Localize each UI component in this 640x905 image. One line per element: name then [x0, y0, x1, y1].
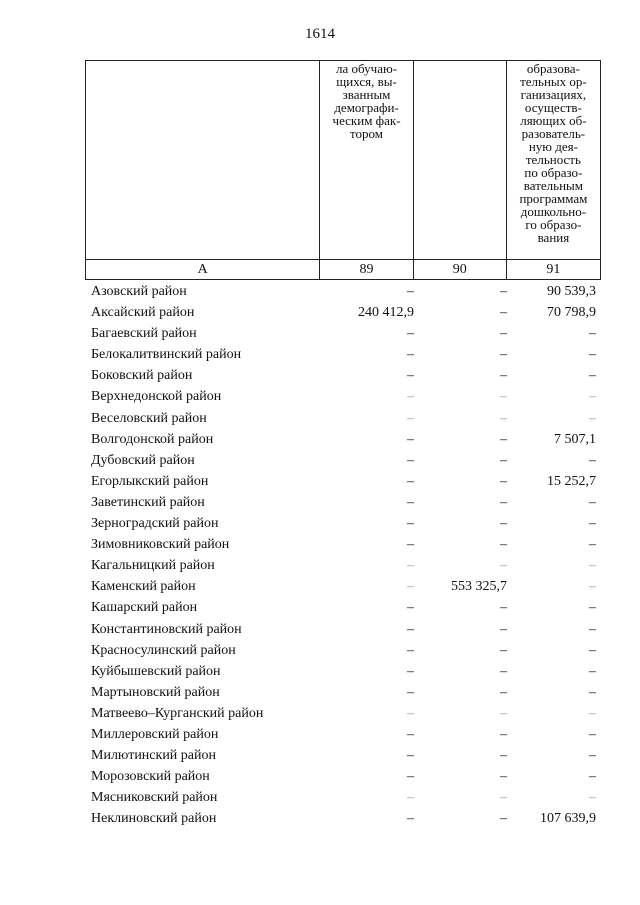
value-90: –	[500, 347, 507, 363]
value-90: –	[500, 684, 507, 700]
value-91: –	[589, 726, 596, 742]
value-89: –	[407, 705, 414, 721]
value-89: –	[407, 790, 414, 806]
value-89: –	[407, 748, 414, 764]
value-89: –	[407, 537, 414, 553]
header-cell-a	[86, 61, 320, 260]
table-row	[85, 451, 601, 472]
value-89: –	[407, 326, 414, 342]
table-row	[85, 282, 601, 303]
value-90: –	[500, 537, 507, 553]
district-name: Куйбышевский район	[91, 663, 221, 679]
table-row	[85, 345, 601, 366]
value-89: –	[407, 452, 414, 468]
value-89: –	[407, 516, 414, 532]
value-89: –	[407, 663, 414, 679]
value-89: –	[407, 473, 414, 489]
district-name: Миллеровский район	[91, 726, 219, 742]
value-91: –	[589, 600, 596, 616]
value-89: –	[407, 558, 414, 574]
table-body	[85, 282, 601, 830]
table-header	[85, 60, 601, 280]
value-90: –	[500, 516, 507, 532]
value-91: –	[589, 494, 596, 510]
value-90: –	[500, 600, 507, 616]
district-name: Морозовский район	[91, 769, 210, 785]
column-number-89: 89	[320, 260, 413, 280]
value-91: –	[589, 748, 596, 764]
value-91: –	[589, 642, 596, 658]
district-name: Заветинский район	[91, 494, 205, 510]
district-name: Кагальницкий район	[91, 558, 215, 574]
value-90: –	[500, 389, 507, 405]
table-row	[85, 746, 601, 767]
header-cell-90	[413, 61, 506, 260]
table-row	[85, 387, 601, 408]
table-row	[85, 767, 601, 788]
district-name: Каменский район	[91, 579, 196, 595]
district-name: Красносулинский район	[91, 642, 236, 658]
district-name: Зимовниковский район	[91, 537, 230, 553]
table-row	[85, 472, 601, 493]
table-row	[85, 725, 601, 746]
value-90: –	[500, 494, 507, 510]
table-row	[85, 556, 601, 577]
header-cell-91	[506, 61, 600, 260]
column-number-90: 90	[413, 260, 506, 280]
value-91: –	[589, 579, 596, 595]
table-row	[85, 620, 601, 641]
table-row	[85, 662, 601, 683]
value-89: –	[407, 410, 414, 426]
district-name: Зерноградский район	[91, 516, 219, 532]
value-89: –	[407, 431, 414, 447]
table-row	[85, 683, 601, 704]
value-91: –	[589, 452, 596, 468]
table-row	[85, 641, 601, 662]
value-91: 7 507,1	[554, 431, 596, 447]
value-91: –	[589, 663, 596, 679]
column-number-a: А	[86, 260, 320, 280]
value-90: –	[500, 642, 507, 658]
table-row	[85, 598, 601, 619]
value-91: 107 639,9	[540, 811, 596, 827]
table-row	[85, 493, 601, 514]
value-91: –	[589, 790, 596, 806]
value-91: –	[589, 347, 596, 363]
value-90: –	[500, 726, 507, 742]
value-91: –	[589, 558, 596, 574]
district-name: Егорлыкский район	[91, 473, 209, 489]
table-row	[85, 809, 601, 830]
value-91: 70 798,9	[547, 305, 596, 321]
header-text-91: образова- тельных ор- ганизациях, осуществ- ляющих об- разователь- ную дея- тельность по образо- вательным программам дошкольно- го образо- вания	[519, 61, 588, 245]
value-91: –	[589, 368, 596, 384]
value-90: –	[500, 558, 507, 574]
column-number-91: 91	[506, 260, 600, 280]
district-name: Мартыновский район	[91, 684, 220, 700]
value-90: –	[500, 305, 507, 321]
value-91: –	[589, 769, 596, 785]
table-row	[85, 409, 601, 430]
value-90: –	[500, 284, 507, 299]
district-name: Веселовский район	[91, 410, 207, 426]
value-91: –	[589, 410, 596, 426]
value-90: –	[500, 663, 507, 679]
value-89: –	[407, 600, 414, 616]
district-name: Милютинский район	[91, 748, 217, 764]
district-name: Аксайский район	[91, 305, 195, 321]
table-row	[85, 303, 601, 324]
district-name: Багаевский район	[91, 326, 197, 342]
value-90: –	[500, 410, 507, 426]
value-91: –	[589, 684, 596, 700]
district-name: Неклиновский район	[91, 811, 217, 827]
value-89: –	[407, 642, 414, 658]
table-row	[85, 324, 601, 345]
header-cell-89	[320, 61, 413, 260]
value-90: –	[500, 790, 507, 806]
value-90: –	[500, 431, 507, 447]
value-89: –	[407, 368, 414, 384]
value-91: –	[589, 621, 596, 637]
district-name: Белокалитвинский район	[91, 347, 242, 363]
value-89: –	[407, 494, 414, 510]
value-91: 15 252,7	[547, 473, 596, 489]
value-91: –	[589, 537, 596, 553]
value-91: 90 539,3	[547, 284, 596, 299]
table-row	[85, 514, 601, 535]
value-90: –	[500, 769, 507, 785]
district-name: Кашарский район	[91, 600, 198, 616]
district-name: Азовский район	[91, 284, 187, 299]
value-91: –	[589, 516, 596, 532]
value-90: –	[500, 473, 507, 489]
value-90: –	[500, 368, 507, 384]
district-name: Верхнедонской район	[91, 389, 222, 405]
district-name: Волгодонской район	[91, 431, 214, 447]
district-name: Дубовский район	[91, 452, 195, 468]
value-90: –	[500, 621, 507, 637]
table-row	[85, 577, 601, 598]
value-91: –	[589, 389, 596, 405]
district-name: Боковский район	[91, 368, 193, 384]
value-89: –	[407, 579, 414, 595]
value-89: –	[407, 284, 414, 299]
district-name: Константиновский район	[91, 621, 242, 637]
value-90: –	[500, 705, 507, 721]
header-text-89: ла обучаю- щихся, вы- званным демографи- ческим фак- тором	[332, 61, 401, 141]
district-name: Матвеево–Курганский район	[91, 705, 264, 721]
value-90: 553 325,7	[451, 579, 507, 595]
page-number: 1614	[305, 26, 335, 42]
value-90: –	[500, 748, 507, 764]
value-89: –	[407, 621, 414, 637]
table-row	[85, 788, 601, 809]
value-89: –	[407, 726, 414, 742]
table-row	[85, 366, 601, 387]
value-90: –	[500, 452, 507, 468]
value-89: –	[407, 769, 414, 785]
value-89: 240 412,9	[358, 305, 414, 321]
value-89: –	[407, 389, 414, 405]
value-91: –	[589, 705, 596, 721]
value-89: –	[407, 684, 414, 700]
table-row	[85, 535, 601, 556]
district-name: Мясниковский район	[91, 790, 218, 806]
value-91: –	[589, 326, 596, 342]
value-90: –	[500, 326, 507, 342]
value-90: –	[500, 811, 507, 827]
table-row	[85, 430, 601, 451]
value-89: –	[407, 811, 414, 827]
value-89: –	[407, 347, 414, 363]
table-row	[85, 704, 601, 725]
